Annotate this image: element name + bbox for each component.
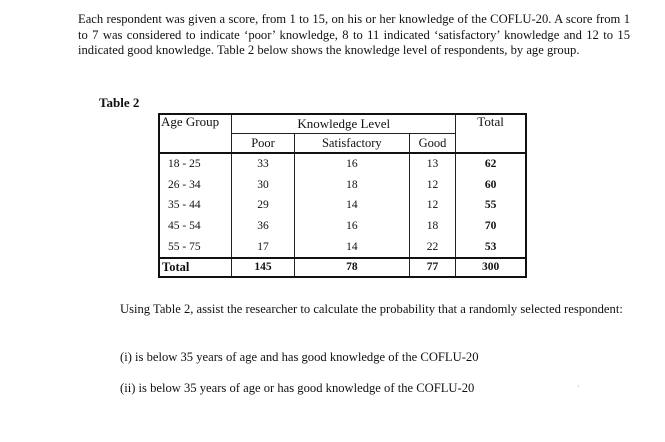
satisfactory-cell: 16 — [294, 153, 409, 175]
total-label-cell: Total — [159, 258, 232, 277]
subheader-poor: Poor — [232, 134, 294, 154]
total-satisfactory-cell: 78 — [294, 258, 409, 277]
satisfactory-cell: 16 — [294, 216, 409, 237]
good-cell: 12 — [409, 175, 455, 196]
header-total: Total — [456, 114, 526, 153]
total-cell: 55 — [456, 195, 526, 216]
age-cell: 35 - 44 — [159, 195, 232, 216]
header-age-group: Age Group — [159, 114, 232, 153]
age-cell: 45 - 54 — [159, 216, 232, 237]
intro-paragraph: Each respondent was given a score, from 1 to 15, on his or her knowledge of the COFLU-20. A score from 1 to 7 was considered to indicate ‘poor’ knowledge, 8 to 11 indicated ‘satisfactory’ knowledge and 12 to 15 indicated good knowledge. Table 2 below shows the knowledge level of respondents, by age group. — [78, 12, 630, 58]
age-cell: 18 - 25 — [159, 153, 232, 175]
poor-cell: 29 — [232, 195, 294, 216]
table-row — [159, 175, 526, 196]
header-knowledge-level: Knowledge Level — [232, 114, 456, 134]
poor-cell: 30 — [232, 175, 294, 196]
grand-total-cell: 300 — [456, 258, 526, 277]
knowledge-level-table — [158, 113, 527, 278]
good-cell: 18 — [409, 216, 455, 237]
total-cell: 62 — [456, 153, 526, 175]
good-cell: 13 — [409, 153, 455, 175]
question-paragraph: Using Table 2, assist the researcher to calculate the probability that a randomly selected respondent: — [120, 302, 623, 316]
satisfactory-cell: 14 — [294, 236, 409, 258]
table-row — [159, 153, 526, 175]
age-cell: 55 - 75 — [159, 236, 232, 258]
poor-cell: 36 — [232, 216, 294, 237]
table-row — [159, 236, 526, 258]
total-cell: 53 — [456, 236, 526, 258]
poor-cell: 17 — [232, 236, 294, 258]
good-cell: 12 — [409, 195, 455, 216]
satisfactory-cell: 18 — [294, 175, 409, 196]
total-good-cell: 77 — [409, 258, 455, 277]
question-part-ii: (ii) is below 35 years of age or has good knowledge of the COFLU-20 — [120, 381, 475, 395]
good-cell: 22 — [409, 236, 455, 258]
subheader-satisfactory: Satisfactory — [294, 134, 409, 154]
question-part-i: (i) is below 35 years of age and has good knowledge of the COFLU-20 — [120, 350, 479, 364]
age-cell: 26 - 34 — [159, 175, 232, 196]
table-row — [159, 216, 526, 237]
total-cell: 60 — [456, 175, 526, 196]
table-title: Table 2 — [99, 95, 140, 110]
satisfactory-cell: 14 — [294, 195, 409, 216]
table-row — [159, 195, 526, 216]
subheader-good: Good — [409, 134, 455, 154]
poor-cell: 33 — [232, 153, 294, 175]
total-poor-cell: 145 — [232, 258, 294, 277]
total-cell: 70 — [456, 216, 526, 237]
table-total-row — [159, 258, 526, 277]
stray-mark: · — [577, 382, 580, 391]
